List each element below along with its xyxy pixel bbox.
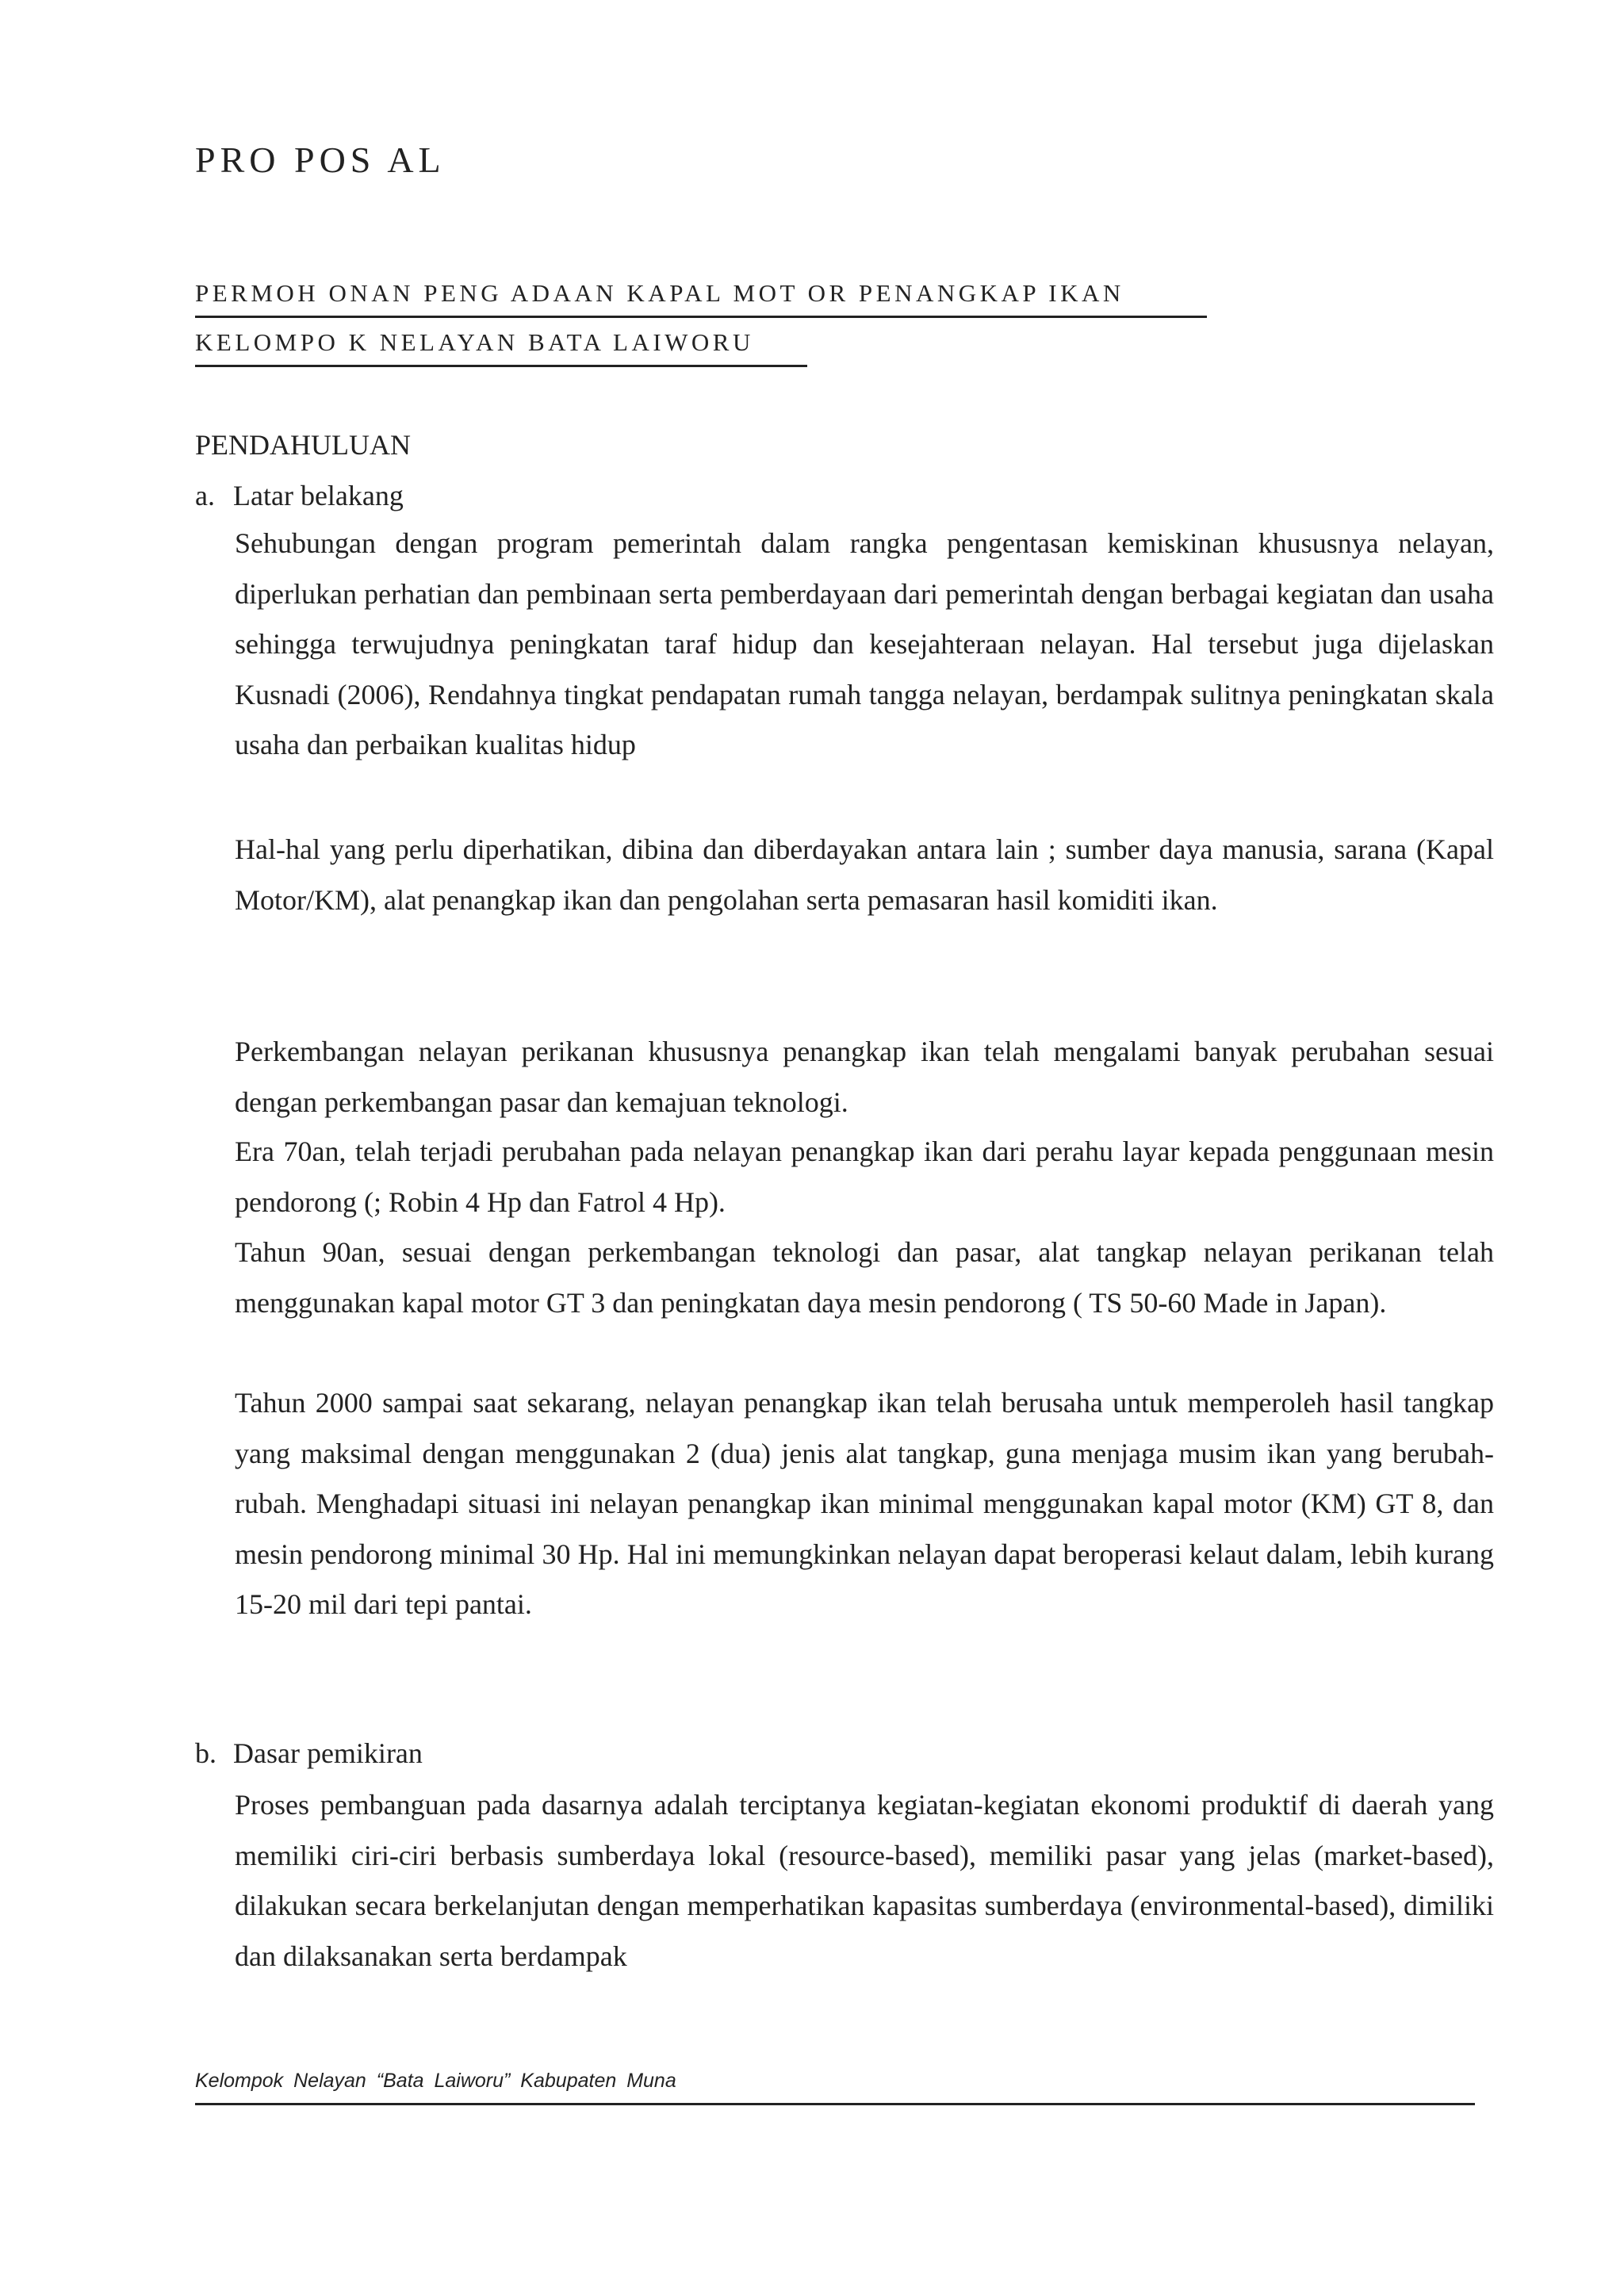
subtitle-underline-2 <box>195 365 807 367</box>
paragraph-b-1: Proses pembanguan pada dasarnya adalah terciptanya kegiatan-kegiatan ekonomi produktif di daerah yang memiliki ciri-ciri berbasis sumberdaya lokal (resource-based), memiliki pasar yang jelas (market-based), dilakukan secara berkelanjutan dengan memperhatikan kapasitas sumberdaya (environmental-based), dimiliki dan dilaksanakan serta berdampak <box>235 1789 1494 1972</box>
paragraph-a-3: Perkembangan nelayan perikanan khususnya penangkap ikan telah mengalami banyak perubahan sesuai dengan perkembangan pasar dan kemajuan teknologi. <box>235 1036 1494 1118</box>
subheading-latar-belakang <box>195 479 404 512</box>
paragraph-a-1: Sehubungan dengan program pemerintah dalam rangka pengentasan kemiskinan khususnya nelayan, diperlukan perhatian dan pembinaan serta pemberdayaan dari pemerintah dengan berbagai kegiatan dan usaha sehingga terwujudnya peningkatan taraf hidup dan kesejahteraan nelayan. Hal tersebut juga dijelaskan Kusnadi (2006), Rendahnya tingkat pendapatan rumah tangga nelayan, berdampak sulitnya peningkatan skala usaha dan perbaikan kualitas hidup <box>235 527 1494 760</box>
subheading-label-b: Dasar pemikiran <box>233 1737 423 1769</box>
document-title: PRO POS AL <box>195 140 446 180</box>
subheading-dasar-pemikiran <box>195 1737 423 1770</box>
section-heading: PENDAHULUAN <box>195 429 411 461</box>
paragraph-a-2: Hal-hal yang perlu diperhatikan, dibina dan diberdayakan antara lain ; sumber daya manusia, sarana (Kapal Motor/KM), alat penangkap ikan dan pengolahan serta pemasaran hasil komiditi ikan. <box>235 833 1494 916</box>
list-marker-b: b. <box>195 1737 216 1769</box>
subheading-label-a: Latar belakang <box>233 480 404 511</box>
paragraph-a-5: Tahun 90an, sesuai dengan perkembangan teknologi dan pasar, alat tangkap nelayan perikanan telah menggunakan kapal motor GT 3 dan peningkatan daya mesin pendorong ( TS 50-60 Made in Japan). <box>235 1236 1494 1319</box>
list-marker-a: a. <box>195 480 215 511</box>
paragraph-a-6: Tahun 2000 sampai saat sekarang, nelayan penangkap ikan telah berusaha untuk memperoleh hasil tangkap yang maksimal dengan menggunakan 2 (dua) jenis alat tangkap, guna menjaga musim ikan yang berubah-rubah. Menghadapi situasi ini nelayan penangkap ikan minimal menggunakan kapal motor (KM) GT 8, dan mesin pendorong minimal 30 Hp. Hal ini memungkinkan nelayan dapat beroperasi kelaut dalam, lebih kurang 15-20 mil dari tepi pantai. <box>235 1387 1494 1620</box>
subtitle-underline-1 <box>195 316 1207 318</box>
document-subtitle-line1: PERMOH ONAN PENG ADAAN KAPAL MOT OR PENANGKAP IKAN <box>195 279 1124 307</box>
footer-rule <box>195 2103 1475 2105</box>
document-subtitle-line2: KELOMPO K NELAYAN BATA LAIWORU <box>195 328 754 356</box>
page-footer: Kelompok Nelayan “Bata Laiworu” Kabupaten Muna <box>195 2070 676 2092</box>
paragraph-a-4: Era 70an, telah terjadi perubahan pada nelayan penangkap ikan dari perahu layar kepada penggunaan mesin pendorong (; Robin 4 Hp dan Fatrol 4 Hp). <box>235 1136 1494 1218</box>
